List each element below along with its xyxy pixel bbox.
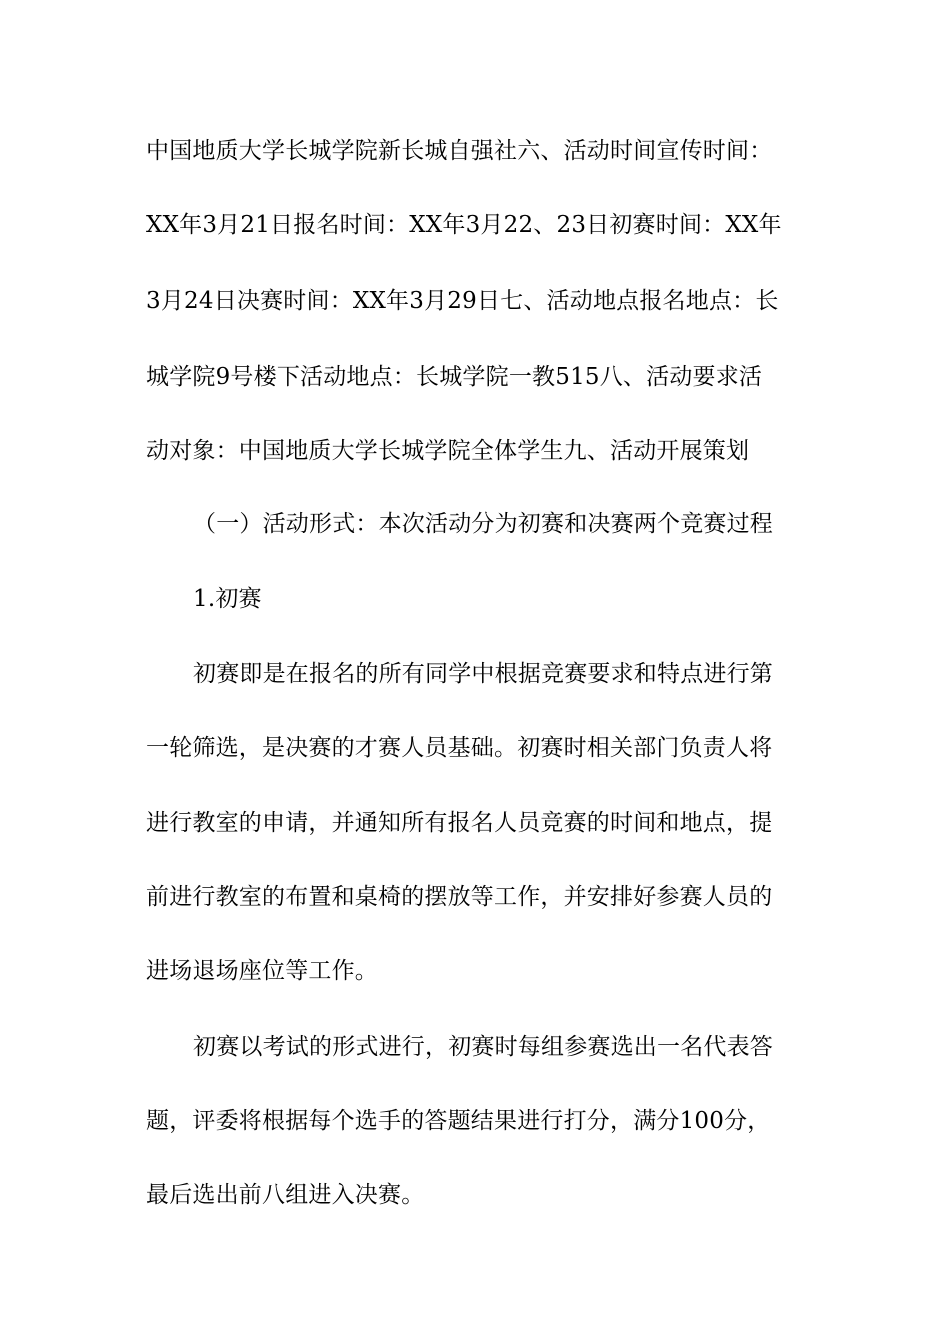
- text-line: 3月24日决赛时间：XX年3月29日七、活动地点报名地点：长: [146, 288, 779, 314]
- paragraph-line: 前进行教室的布置和桌椅的摆放等工作，并安排好参赛人员的: [146, 884, 773, 910]
- paragraph-line: 进行教室的申请，并通知所有报名人员竞赛的时间和地点，提: [146, 810, 773, 836]
- text-line: 城学院9号楼下活动地点：长城学院一教515八、活动要求活: [146, 364, 763, 390]
- text-line: 动对象：中国地质大学长城学院全体学生九、活动开展策划: [146, 438, 750, 464]
- paragraph-line: 最后选出前八组进入决赛。: [146, 1182, 425, 1208]
- paragraph-line: 初赛以考试的形式进行，初赛时每组参赛选出一名代表答: [193, 1034, 773, 1060]
- paragraph-line: 一轮筛选，是决赛的才赛人员基础。初赛时相关部门负责人将: [146, 735, 773, 761]
- subsection-heading: 1.初赛: [193, 586, 262, 612]
- section-heading: （一）活动形式：本次活动分为初赛和决赛两个竞赛过程: [193, 511, 773, 537]
- paragraph-line: 进场退场座位等工作。: [146, 958, 378, 984]
- text-line: 中国地质大学长城学院新长城自强社六、活动时间宣传时间：: [146, 138, 773, 164]
- paragraph-line: 初赛即是在报名的所有同学中根据竞赛要求和特点进行第: [193, 661, 773, 687]
- paragraph-line: 题，评委将根据每个选手的答题结果进行打分，满分100分，: [146, 1108, 771, 1134]
- text-line: XX年3月21日报名时间：XX年3月22、23日初赛时间：XX年: [146, 212, 782, 238]
